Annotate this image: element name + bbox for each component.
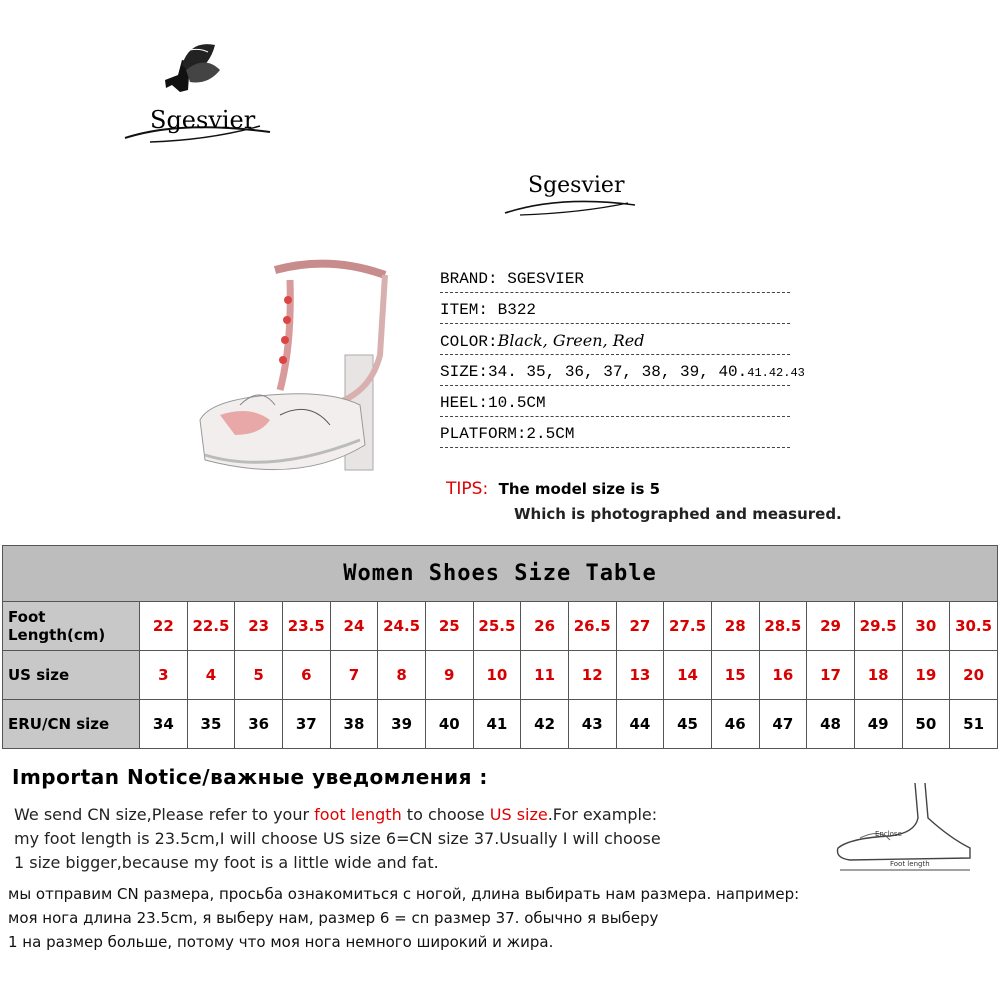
tips	[446, 479, 660, 499]
table-cell: 46	[711, 700, 759, 749]
table-cell: 26.5	[568, 602, 616, 651]
spec-size-label: SIZE:34. 35, 36, 37, 38, 39, 40.	[440, 363, 748, 381]
tips-label: TIPS:	[446, 479, 489, 499]
table-cell: 30.5	[950, 602, 998, 651]
spec-color-label: COLOR:	[440, 333, 498, 351]
notice-title: Importan Notice/важные уведомления :	[12, 765, 488, 789]
table-cell: 42	[521, 700, 569, 749]
table-cell: 43	[568, 700, 616, 749]
spec-item: ITEM: B322	[440, 297, 790, 324]
table-cell: 15	[711, 651, 759, 700]
enclose-label: Enclose	[875, 830, 902, 838]
table-cell: 25	[425, 602, 473, 651]
notice-foot-length: foot length	[314, 805, 402, 824]
table-cell: 18	[854, 651, 902, 700]
spec-brand: BRAND: SGESVIER	[440, 266, 790, 293]
table-cell: 29.5	[854, 602, 902, 651]
foot-length-label: Foot length	[890, 860, 930, 868]
notice-en-line2: my foot length is 23.5cm,I will choose US size 6=CN size 37.Usually I will choose	[14, 829, 661, 848]
row-label: ERU/CN size	[3, 700, 140, 749]
table-row-foot-length	[3, 602, 998, 651]
table-cell: 47	[759, 700, 807, 749]
notice-en1-e: .For example:	[547, 805, 658, 824]
table-cell: 12	[568, 651, 616, 700]
table-cell: 23	[235, 602, 283, 651]
brand-logo-text: Sgesvier	[150, 106, 256, 134]
table-cell: 28	[711, 602, 759, 651]
table-cell: 41	[473, 700, 521, 749]
table-cell: 37	[282, 700, 330, 749]
row-label: US size	[3, 651, 140, 700]
table-cell: 44	[616, 700, 664, 749]
table-row-us-size	[3, 651, 998, 700]
spec-color	[440, 328, 790, 355]
notice-en1-c: to choose	[401, 805, 490, 824]
table-row-eru-cn-size	[3, 700, 998, 749]
table-cell: 49	[854, 700, 902, 749]
table-cell: 26	[521, 602, 569, 651]
spec-size	[440, 359, 805, 386]
sandal-image	[180, 255, 405, 485]
table-cell: 50	[902, 700, 950, 749]
table-cell: 9	[425, 651, 473, 700]
table-cell: 27	[616, 602, 664, 651]
table-cell: 40	[425, 700, 473, 749]
table-cell: 27.5	[664, 602, 712, 651]
table-cell: 5	[235, 651, 283, 700]
table-cell: 45	[664, 700, 712, 749]
table-cell: 13	[616, 651, 664, 700]
table-cell: 28.5	[759, 602, 807, 651]
notice-en1-a: We send CN size,Please refer to your	[14, 805, 315, 824]
row-label: Foot Length(cm)	[3, 602, 140, 651]
table-cell: 22.5	[187, 602, 235, 651]
size-table-title: Women Shoes Size Table	[3, 546, 998, 602]
table-cell: 6	[282, 651, 330, 700]
notice-en-line1	[14, 805, 657, 824]
table-cell: 3	[140, 651, 188, 700]
table-cell: 36	[235, 700, 283, 749]
table-cell: 24	[330, 602, 378, 651]
table-cell: 8	[378, 651, 426, 700]
table-cell: 20	[950, 651, 998, 700]
notice-ru-line1: мы отправим CN размера, просьба ознакомиться с ногой, длина выбирать нам размера. например:	[8, 885, 800, 903]
table-cell: 30	[902, 602, 950, 651]
brand-logo-small-text: Sgesvier	[528, 173, 625, 198]
butterfly-shoe-icon	[120, 40, 290, 160]
table-cell: 19	[902, 651, 950, 700]
table-cell: 22	[140, 602, 188, 651]
notice-us-size: US size	[489, 805, 548, 824]
table-cell: 4	[187, 651, 235, 700]
table-cell: 7	[330, 651, 378, 700]
spec-platform: PLATFORM:2.5CM	[440, 421, 790, 448]
brand-logo	[120, 40, 290, 160]
spec-heel: HEEL:10.5CM	[440, 390, 790, 417]
notice-ru-line2: моя нога длина 23.5cm, я выберу нам, размер 6 = cn размер 37. обычно я выберу	[8, 909, 659, 927]
table-cell: 24.5	[378, 602, 426, 651]
table-cell: 38	[330, 700, 378, 749]
table-cell: 48	[807, 700, 855, 749]
notice-en-line3: 1 size bigger,because my foot is a little wide and fat.	[14, 853, 439, 872]
table-cell: 25.5	[473, 602, 521, 651]
spec-color-value: Black, Green, Red	[497, 331, 645, 350]
table-cell: 11	[521, 651, 569, 700]
foot-icon	[830, 778, 990, 878]
size-table	[2, 545, 998, 749]
table-cell: 10	[473, 651, 521, 700]
table-cell: 34	[140, 700, 188, 749]
table-cell: 29	[807, 602, 855, 651]
table-cell: 16	[759, 651, 807, 700]
notice-ru-line3: 1 на размер больше, потому что моя нога немного широкий и жира.	[8, 933, 554, 951]
tips-line1: The model size is 5	[498, 480, 661, 498]
table-cell: 17	[807, 651, 855, 700]
table-cell: 14	[664, 651, 712, 700]
spec-size-small: 41.42.43	[747, 366, 805, 380]
table-cell: 35	[187, 700, 235, 749]
table-cell: 39	[378, 700, 426, 749]
table-cell: 51	[950, 700, 998, 749]
tips-line2: Which is photographed and measured.	[514, 505, 842, 523]
foot-diagram	[830, 778, 990, 878]
brand-logo-small	[500, 165, 650, 220]
table-cell: 23.5	[282, 602, 330, 651]
